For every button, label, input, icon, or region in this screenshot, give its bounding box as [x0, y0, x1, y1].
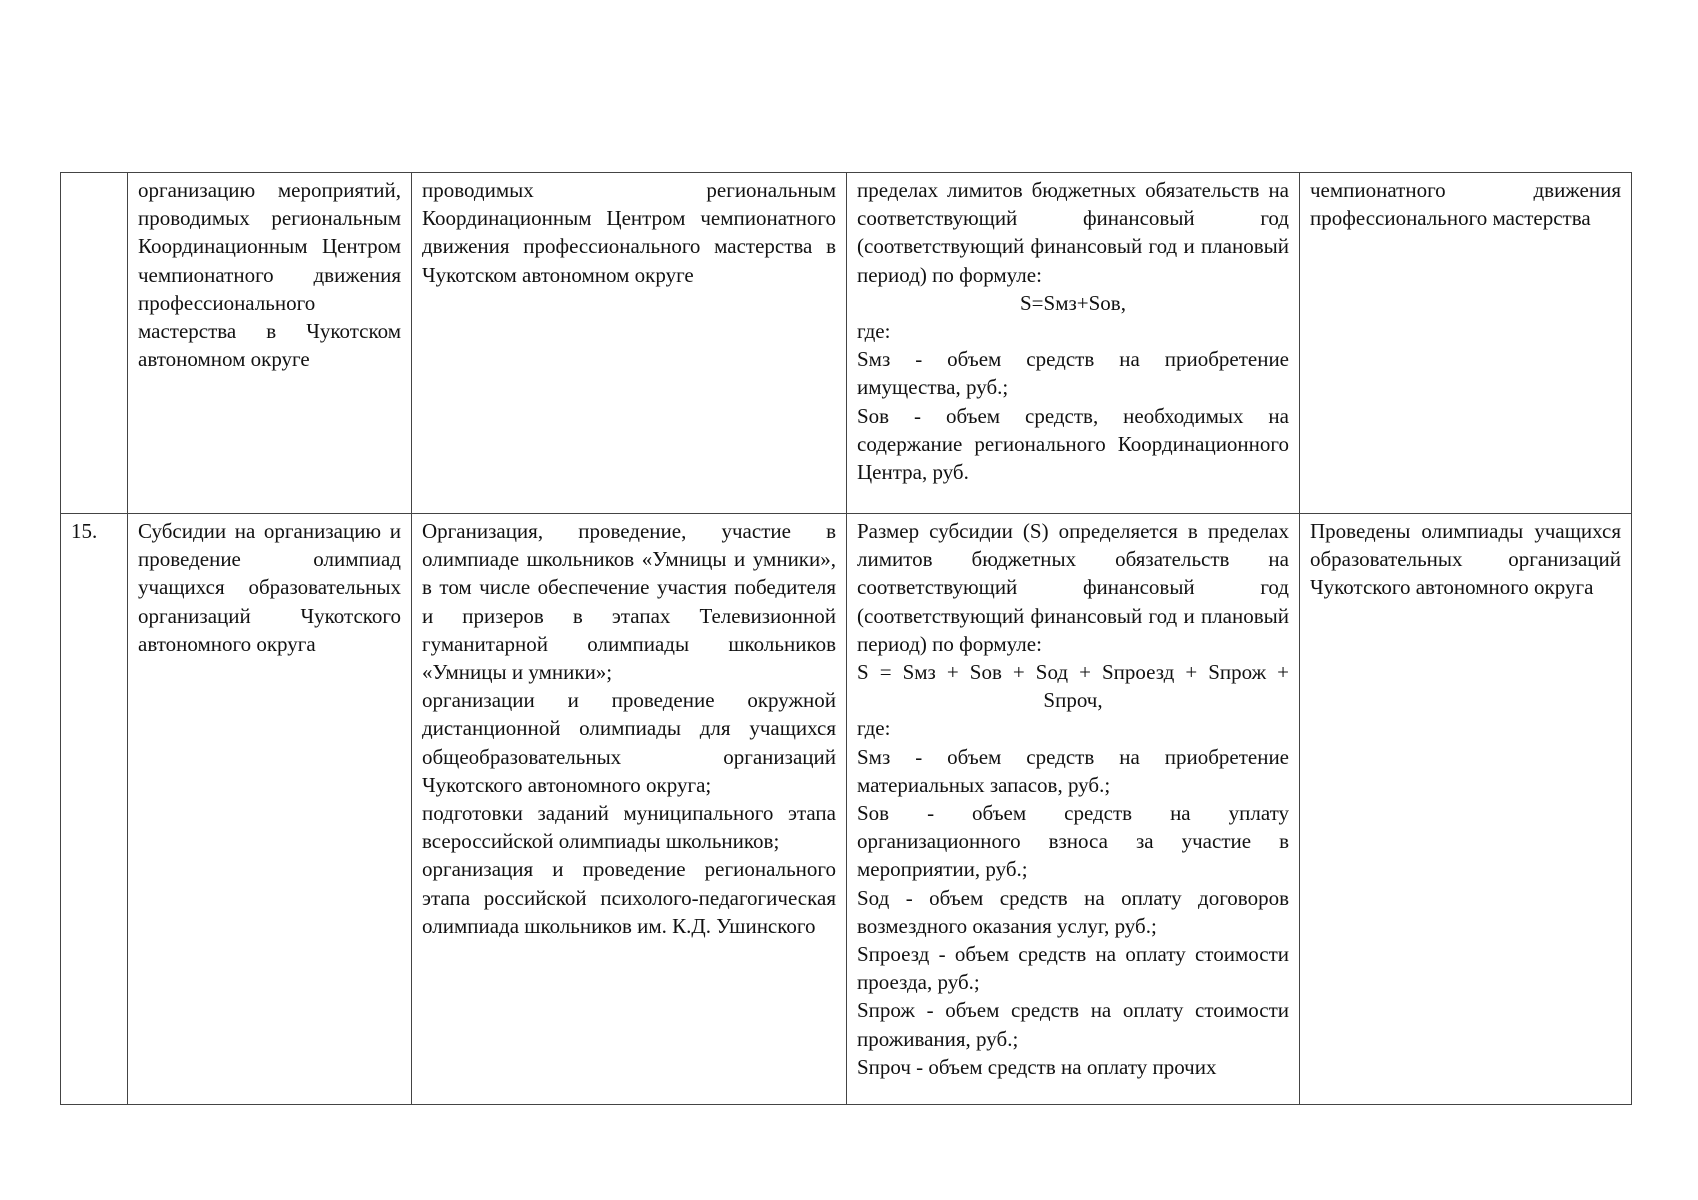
- calc-intro: Размер субсидии (S) определяется в пределах лимитов бюджетных обязательств на соответствующий финансовый год (соответствующий финансовый год и плановый период) по формуле:: [857, 519, 1289, 656]
- calc-term: Sмз - объем средств на приобретение материальных запасов, руб.;: [857, 744, 1289, 797]
- measure-name-cell: организацию мероприятий, проводимых региональным Координационным Центром чемпионатного движения профессионального мастерства в Чукотском автономном округе: [128, 173, 412, 514]
- calc-term: Sпроч - объем средств на оплату прочих: [857, 1054, 1217, 1079]
- calc-intro: пределах лимитов бюджетных обязательств на соответствующий финансовый год (соответствующий финансовый год и плановый период) по формуле:: [857, 178, 1289, 287]
- direction-cell: проводимых региональным Координационным Центром чемпионатного движения профессионального мастерства в Чукотском автономном округе: [412, 173, 847, 514]
- calc-term: Sод - объем средств на оплату договоров возмездного оказания услуг, руб.;: [857, 885, 1289, 938]
- calc-term: Sов - объем средств, необходимых на содержание регионального Координационного Центра, руб.: [857, 403, 1289, 485]
- table-row: [61, 173, 1632, 514]
- calc-term: Sмз - объем средств на приобретение имущества, руб.;: [857, 347, 1289, 400]
- measure-name-cell: Субсидии на организацию и проведение олимпиад учащихся образовательных организаций Чукотского автономного округа: [128, 514, 412, 1105]
- calculation-cell: [847, 514, 1300, 1105]
- measures-table: [60, 172, 1632, 1105]
- direction-item: организации и проведение окружной дистанционной олимпиады для учащихся общеобразовательных организаций Чукотского автономного округа;: [422, 688, 836, 797]
- direction-item: Организация, проведение, участие в олимпиаде школьников «Умницы и умники», в том числе обеспечение участия победителя и призеров в этапах Телевизионной гуманитарной олимпиады школьников «Умницы и умники»;: [422, 519, 836, 685]
- direction-item: подготовки заданий муниципального этапа всероссийской олимпиады школьников;: [422, 801, 836, 854]
- calculation-cell: [847, 173, 1300, 514]
- calc-term: Sпроезд - объем средств на оплату стоимости проезда, руб.;: [857, 942, 1289, 995]
- result-cell: Проведены олимпиады учащихся образовательных организаций Чукотского автономного округа: [1300, 514, 1632, 1105]
- calc-where: где:: [857, 716, 891, 741]
- calc-formula: S = Sмз + Sов + Sод + Sпроезд + Sпрож + Sпроч,: [857, 660, 1289, 713]
- direction-cell: [412, 514, 847, 1105]
- calc-where: где:: [857, 319, 891, 344]
- calc-term: Sов - объем средств на уплату организационного взноса за участие в мероприятии, руб.;: [857, 801, 1289, 882]
- calc-term: Sпрож - объем средств на оплату стоимости проживания, руб.;: [857, 998, 1289, 1051]
- table-row: [61, 514, 1632, 1105]
- row-number-cell: 15.: [61, 514, 128, 1105]
- result-cell: чемпионатного движения профессионального мастерства: [1300, 173, 1632, 514]
- direction-item: организация и проведение регионального этапа российской психолого-педагогическая олимпиада школьников им. К.Д. Ушинского: [422, 857, 836, 938]
- calc-formula: S=Sмз+Sов,: [1020, 290, 1126, 315]
- row-number-cell: [61, 173, 128, 514]
